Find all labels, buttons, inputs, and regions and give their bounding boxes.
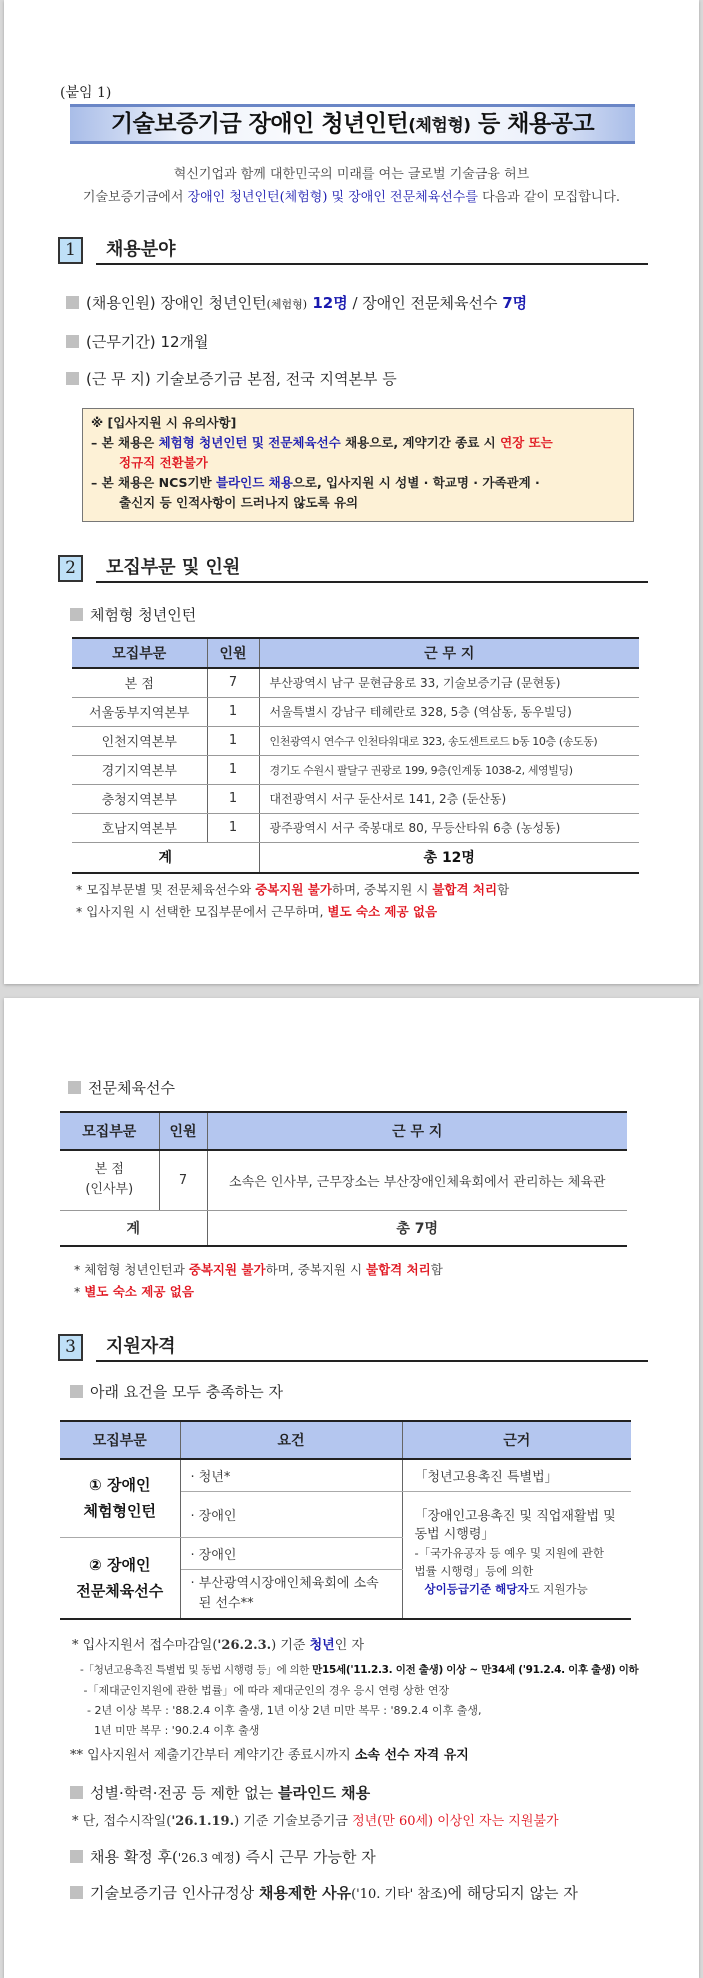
square-bullet-icon — [70, 1886, 83, 1899]
cell-dept: 호남지역본부 — [72, 813, 207, 842]
total-label: 계 — [72, 842, 259, 873]
athlete-table — [60, 1111, 627, 1247]
category-line: 체험형인턴 — [83, 1502, 156, 1521]
title-sub: (체험형) — [408, 116, 471, 136]
cell-dept: 충청지역본부 — [72, 784, 207, 813]
col-header-dept: 모집부문 — [72, 638, 207, 668]
note-alert: 정년(만 60세) 이상인 자는 지원불가 — [352, 1814, 559, 1829]
section-number: 3 — [58, 1334, 83, 1361]
cell-count: 1 — [207, 784, 259, 813]
footnote-veteran-2yr: - 2년 이상 복무 : '88.2.4 이후 출생, 1년 이상 2년 미만 복무 : '89.2.4 이후 출생, — [80, 1704, 482, 1717]
note-text: 함 — [497, 882, 510, 897]
cell-basis-disability — [402, 1491, 631, 1619]
item-value: 12개월 — [155, 333, 209, 351]
note-date: '26.1.19. — [171, 1814, 235, 1829]
notice-text: – 본 채용은 — [91, 435, 159, 450]
category-line: ② 장애인 — [89, 1555, 151, 1574]
notice-text: 채용으로, 계약기간 종료 시 — [340, 435, 501, 450]
item-value: 기술보증기금 본점, 전국 지역본부 등 — [150, 370, 397, 388]
item-bold: 채용제한 사유 — [258, 1884, 352, 1902]
intro-line-2 — [4, 186, 699, 205]
notice-line-2b: 출신지 등 인적사항이 드러나지 않도록 유의 — [119, 495, 359, 510]
intern-note-1 — [76, 880, 509, 898]
cell-count: 7 — [159, 1150, 207, 1210]
table-row — [72, 726, 639, 755]
cell-basis: 「청년고용촉진 특별법」 — [402, 1459, 631, 1491]
title-text: 기술보증기금 장애인 청년인턴 — [110, 111, 409, 137]
cell-count: 1 — [207, 697, 259, 726]
footnote-athlete — [70, 1744, 469, 1763]
basis-line: 「장애인고용촉진 및 직업재활법 및 — [414, 1508, 616, 1524]
notice-line-1 — [91, 433, 625, 453]
basis-line: 법률 시행령」등에 의한 — [414, 1563, 534, 1578]
requirement-line: 된 선수** — [190, 1595, 254, 1611]
footnote-veteran: -「제대군인지원에 관한 법률」에 따라 제대군인의 경우 응시 연령 상한 연장 — [80, 1684, 450, 1697]
square-bullet-icon — [70, 608, 83, 621]
document-page-1 — [4, 0, 699, 984]
footnote-text: ** 입사지원서 제출기간부터 계약기간 종료시까지 — [70, 1748, 355, 1763]
dept-line: 본 점 — [94, 1162, 124, 1178]
section-title: 모집부문 및 인원 — [96, 555, 648, 583]
cell-location: 소속은 인사부, 근무장소는 부산장애인체육회에서 관리하는 체육관 — [207, 1150, 627, 1210]
notice-title: ※ [입사지원 시 유의사항] — [91, 415, 237, 430]
note-text: * 입사지원 시 선택한 모집부문에서 근무하며, — [76, 904, 328, 919]
cell-dept: 본 점 — [72, 668, 207, 697]
item-date: '26.3 예정 — [177, 1851, 235, 1865]
document-page-2 — [4, 998, 699, 1978]
item-location — [66, 368, 397, 389]
subheading-text: 아래 요건을 모두 충족하는 자 — [90, 1383, 283, 1401]
basis-line: -「국가유공자 등 예우 및 지원에 관한 — [414, 1545, 604, 1560]
cell-category-athlete — [60, 1537, 180, 1619]
category-line: 전문체육선수 — [76, 1581, 164, 1600]
section-2-heading — [58, 555, 648, 583]
footnote-youth — [72, 1634, 364, 1653]
page-title — [70, 104, 635, 144]
application-notice-box — [82, 408, 634, 522]
square-bullet-icon — [68, 1081, 81, 1094]
item-ref: ('10. 기타' 참조) — [351, 1887, 448, 1902]
basis-highlight: 상이등급기준 해당자 — [424, 1581, 529, 1596]
item-bold: 블라인드 채용 — [278, 1784, 371, 1802]
footnote-veteran-1yr: 1년 미만 복무 : '90.2.4 이후 출생 — [80, 1724, 260, 1737]
col-header-location: 근 무 지 — [259, 638, 639, 668]
notice-text: 으로, 입사지원 시 성별 · 학교명 · 가족관계 · — [292, 475, 540, 490]
footnote-text: -「청년고용촉진 특별법 및 동법 시행령 등」에 의한 — [80, 1664, 313, 1676]
col-header-dept: 모집부문 — [60, 1112, 159, 1150]
square-bullet-icon — [66, 335, 79, 348]
cell-requirement: · 청년* — [180, 1459, 402, 1491]
qualification-heading — [70, 1381, 283, 1402]
footnote-highlight: 청년 — [309, 1638, 335, 1653]
intro-text-end: 다음과 같이 모집합니다. — [477, 190, 621, 205]
intern-heading — [70, 604, 196, 625]
square-bullet-icon — [66, 372, 79, 385]
table-row — [72, 668, 639, 697]
basis-text: 도 지원가능 — [528, 1581, 588, 1596]
square-bullet-icon — [70, 1786, 83, 1799]
table-row — [60, 1459, 631, 1491]
cell-requirement — [180, 1569, 402, 1619]
cell-dept — [60, 1150, 159, 1210]
cell-location: 서울특별시 강남구 테헤란로 328, 5층 (역삼동, 동우빌딩) — [259, 697, 639, 726]
athlete-count: 7명 — [502, 294, 528, 312]
note-text: * 단, 접수시작일( — [72, 1814, 172, 1829]
item-headcount — [66, 292, 527, 313]
requirement-line: · 부산광역시장애인체육회에 소속 — [190, 1575, 379, 1591]
attachment-label: (붙임 1) — [60, 85, 112, 101]
note-alert: 중복지원 불가 — [188, 1262, 266, 1277]
total-value: 총 12명 — [259, 842, 639, 873]
athlete-note-1 — [74, 1260, 443, 1278]
footnote-text: * 입사지원서 접수마감일( — [72, 1638, 218, 1653]
cell-dept: 경기지역본부 — [72, 755, 207, 784]
table-row — [72, 813, 639, 842]
col-header-count: 인원 — [159, 1112, 207, 1150]
note-alert: 중복지원 불가 — [255, 882, 332, 897]
section-title: 지원자격 — [96, 1334, 648, 1362]
item-sub: (체험형) — [266, 298, 308, 311]
category-line: ① 장애인 — [89, 1476, 151, 1495]
table-row — [60, 1150, 627, 1210]
cell-count: 1 — [207, 755, 259, 784]
subheading-text: 체험형 청년인턴 — [90, 606, 197, 624]
title-text-end: 등 채용공고 — [470, 111, 595, 137]
footnote-bold: 소속 선수 자격 유지 — [354, 1748, 469, 1763]
cell-count: 7 — [207, 668, 259, 697]
section-title: 채용분야 — [96, 237, 648, 265]
intern-count: 12명 — [307, 294, 348, 312]
cell-category-intern — [60, 1459, 180, 1537]
intro-highlight: 장애인 청년인턴(체험형) 및 장애인 전문체육선수를 — [187, 190, 478, 205]
item-text: ) 즉시 근무 가능한 자 — [234, 1848, 376, 1866]
dept-line: (인사부) — [85, 1182, 134, 1198]
square-bullet-icon — [70, 1385, 83, 1398]
cell-dept: 인천지역본부 — [72, 726, 207, 755]
footnote-date: '26.2.3. — [217, 1638, 272, 1653]
col-header-count: 인원 — [207, 638, 259, 668]
note-text: 하며, 중복지원 시 — [265, 1262, 367, 1277]
basis-line: 동법 시행령」 — [414, 1526, 495, 1542]
qualification-table — [60, 1420, 631, 1620]
subheading-text: 전문체육선수 — [88, 1079, 175, 1097]
note-alert: 별도 숙소 제공 없음 — [84, 1284, 194, 1299]
item-label: (채용인원) — [86, 294, 156, 312]
square-bullet-icon — [70, 1850, 83, 1863]
total-label: 계 — [60, 1210, 207, 1246]
note-alert: 별도 숙소 제공 없음 — [327, 904, 438, 919]
intro-line-1: 혁신기업과 함께 대한민국의 미래를 여는 글로벌 기술금융 허브 — [173, 167, 530, 182]
cell-requirement: · 장애인 — [180, 1537, 402, 1569]
col-header-requirement: 요건 — [180, 1421, 402, 1459]
athlete-note-2 — [74, 1282, 194, 1300]
table-row — [72, 697, 639, 726]
notice-text: – 본 채용은 NCS기반 — [91, 475, 216, 490]
table-row — [72, 755, 639, 784]
note-text: 함 — [430, 1262, 443, 1277]
cell-dept: 서울동부지역본부 — [72, 697, 207, 726]
footnote-text: 인 자 — [334, 1638, 364, 1653]
basis-line — [415, 1580, 632, 1598]
note-text: 하며, 중복지원 시 — [331, 882, 433, 897]
intern-note-2 — [76, 902, 437, 920]
item-text: 성별·학력·전공 등 제한 없는 — [90, 1784, 278, 1802]
retirement-note — [72, 1810, 559, 1829]
cell-requirement: · 장애인 — [180, 1491, 402, 1537]
restriction-item — [70, 1882, 578, 1903]
item-period — [66, 331, 209, 352]
item-text: 기술보증기금 인사규정상 — [90, 1884, 259, 1902]
intern-table — [72, 637, 639, 874]
table-total-row — [60, 1210, 627, 1246]
cell-location: 광주광역시 서구 죽봉대로 80, 무등산타워 6층 (농성동) — [259, 813, 639, 842]
note-text: * 모집부문별 및 전문체육선수와 — [76, 882, 256, 897]
note-text: ) 기준 기술보증기금 — [234, 1814, 353, 1829]
item-text: 장애인 청년인턴 — [155, 294, 267, 312]
cell-count: 1 — [207, 813, 259, 842]
note-text: * 체험형 청년인턴과 — [74, 1262, 189, 1277]
item-label: (근 무 지) — [86, 370, 151, 388]
col-header-location: 근 무 지 — [207, 1112, 627, 1150]
table-total-row — [72, 842, 639, 873]
note-alert: 불합격 처리 — [366, 1262, 431, 1277]
cell-location: 부산광역시 남구 문현금융로 33, 기술보증기금 (문현동) — [259, 668, 639, 697]
square-bullet-icon — [66, 296, 79, 309]
notice-line-2 — [91, 473, 625, 493]
cell-count: 1 — [207, 726, 259, 755]
cell-location: 대전광역시 서구 둔산서로 141, 2층 (둔산동) — [259, 784, 639, 813]
footnote-youth-age — [80, 1662, 638, 1677]
notice-highlight: 블라인드 채용 — [215, 475, 293, 490]
item-label: (근무기간) — [86, 333, 156, 351]
cell-location: 경기도 수원시 팔달구 권광로 199, 9층(인계동 1038-2, 세영빌딩) — [259, 755, 639, 784]
section-number: 2 — [58, 555, 83, 582]
athlete-heading — [68, 1077, 175, 1098]
col-header-basis: 근거 — [402, 1421, 631, 1459]
notice-highlight: 체험형 청년인턴 및 전문체육선수 — [158, 435, 341, 450]
total-value: 총 7명 — [207, 1210, 627, 1246]
item-text: / 장애인 전문체육선수 — [347, 294, 503, 312]
section-1-heading — [58, 237, 648, 265]
col-header-dept: 모집부문 — [60, 1421, 180, 1459]
notice-alert: 연장 또는 — [500, 435, 553, 450]
cell-location: 인천광역시 연수구 인천타워대로 323, 송도센트로드 b동 10층 (송도동) — [259, 726, 639, 755]
footnote-text: ) 기준 — [271, 1638, 310, 1653]
blind-hiring-item — [70, 1782, 370, 1803]
note-alert: 불합격 처리 — [432, 882, 498, 897]
notice-line-1b: 정규직 전환불가 — [119, 455, 208, 470]
footnote-bold: 만15세('11.2.3. 이전 출생) 이상 ~ 만34세 ('91.2.4. 이후 출생) 이하 — [312, 1664, 639, 1676]
availability-item — [70, 1846, 376, 1867]
table-row — [72, 784, 639, 813]
note-text: * — [74, 1284, 85, 1299]
item-text: 에 해당되지 않는 자 — [447, 1884, 578, 1902]
section-3-heading — [58, 1334, 648, 1362]
section-number: 1 — [58, 237, 83, 264]
intro-text: 기술보증기금에서 — [82, 190, 188, 205]
item-text: 채용 확정 후( — [90, 1848, 178, 1866]
